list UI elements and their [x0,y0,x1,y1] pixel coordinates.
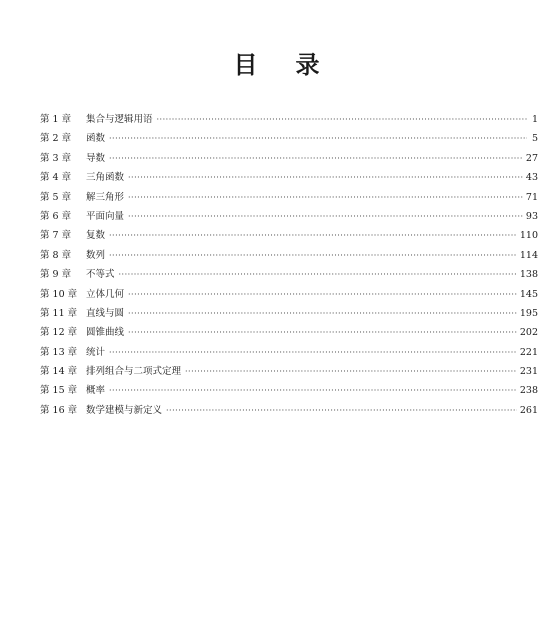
toc-chapter-title: 函数 [86,133,106,145]
toc-page-number: 43 [525,172,538,184]
toc-dot-leader [185,362,517,381]
toc-page-number: 27 [525,152,538,164]
toc-page-number: 261 [519,404,538,416]
toc-chapter-title: 集合与逻辑用语 [86,114,153,125]
toc-entry[interactable] [40,285,538,304]
toc-dot-leader [157,110,527,129]
toc-chapter-title: 导数 [86,152,106,164]
toc-chapter-title: 不等式 [86,269,115,281]
toc-chapter-number: 第 11 章 [40,307,78,319]
title-char-2: 录 [295,50,320,79]
toc-dot-leader [109,129,527,148]
toc-entry[interactable] [40,323,538,342]
toc-chapter-title: 统计 [86,346,106,358]
toc-entry[interactable] [40,207,538,226]
toc-chapter-number: 第 12 章 [40,327,78,339]
toc-dot-leader [109,381,517,400]
toc-dot-leader [128,285,517,304]
toc-chapter-title: 复数 [86,230,106,242]
toc-entry[interactable] [40,381,538,400]
toc-entry[interactable] [40,401,538,420]
toc-entry[interactable] [40,246,538,265]
toc-page-number: 5 [531,133,538,145]
toc-chapter-title: 三角函数 [86,172,125,184]
toc-entry[interactable] [40,149,538,168]
toc-page-number: 93 [525,210,538,222]
toc-dot-leader [166,401,517,420]
toc-entry[interactable] [40,304,538,323]
toc-dot-leader [128,207,523,226]
toc-dot-leader [119,265,517,284]
toc-chapter-title: 数列 [86,249,106,261]
toc-page-number: 145 [519,288,538,300]
toc-entry[interactable] [40,362,538,381]
toc-chapter-number: 第 6 章 [40,210,72,222]
toc-chapter-title: 概率 [86,385,106,397]
title-char-1: 目 [233,50,258,79]
toc-dot-leader [128,168,523,187]
toc-page-number: 231 [519,366,538,378]
page-title [0,50,553,80]
toc-page-number: 238 [519,385,538,397]
toc-dot-leader [109,149,523,168]
toc-chapter-title: 解三角形 [86,191,125,203]
toc-dot-leader [109,343,517,362]
toc-page-number: 138 [519,269,538,281]
toc-dot-leader [109,226,517,245]
toc-chapter-number: 第 9 章 [40,269,72,281]
toc-chapter-number: 第 13 章 [40,346,78,358]
toc-chapter-number: 第 8 章 [40,249,72,261]
toc-chapter-title: 排列组合与二项式定理 [86,366,182,378]
toc-chapter-title: 平面向量 [86,210,125,222]
toc-entry[interactable] [40,265,538,284]
toc-entry[interactable] [40,226,538,245]
toc-page-number: 110 [519,230,538,242]
toc-page-number: 71 [525,191,538,203]
toc-chapter-number: 第 15 章 [40,385,78,397]
toc-entry[interactable] [40,343,538,362]
toc-chapter-number: 第 1 章 [40,114,72,125]
toc-chapter-title: 直线与圆 [86,307,125,319]
toc-entry[interactable] [40,129,538,148]
toc-page-number: 221 [519,346,538,358]
toc-entry[interactable] [40,188,538,207]
toc-chapter-title: 数学建模与新定义 [86,404,163,416]
toc-dot-leader [128,304,517,323]
toc-entry[interactable] [40,110,538,129]
toc-chapter-number: 第 16 章 [40,404,78,416]
toc-chapter-number: 第 7 章 [40,230,72,242]
toc-chapter-number: 第 4 章 [40,172,72,184]
toc-page-number: 114 [519,249,538,261]
toc-chapter-number: 第 2 章 [40,133,72,145]
toc-page-number: 195 [519,307,538,319]
toc-dot-leader [109,246,517,265]
toc-chapter-number: 第 14 章 [40,366,78,378]
toc-page-number: 1 [531,114,538,125]
toc-chapter-title: 立体几何 [86,288,125,300]
toc-entry[interactable] [40,168,538,187]
toc-page-number: 202 [519,327,538,339]
toc-chapter-title: 圆锥曲线 [86,327,125,339]
toc-dot-leader [128,323,517,342]
toc-dot-leader [128,188,523,207]
toc-chapter-number: 第 5 章 [40,191,72,203]
table-of-contents [40,110,538,420]
toc-chapter-number: 第 10 章 [40,288,78,300]
toc-chapter-number: 第 3 章 [40,152,72,164]
